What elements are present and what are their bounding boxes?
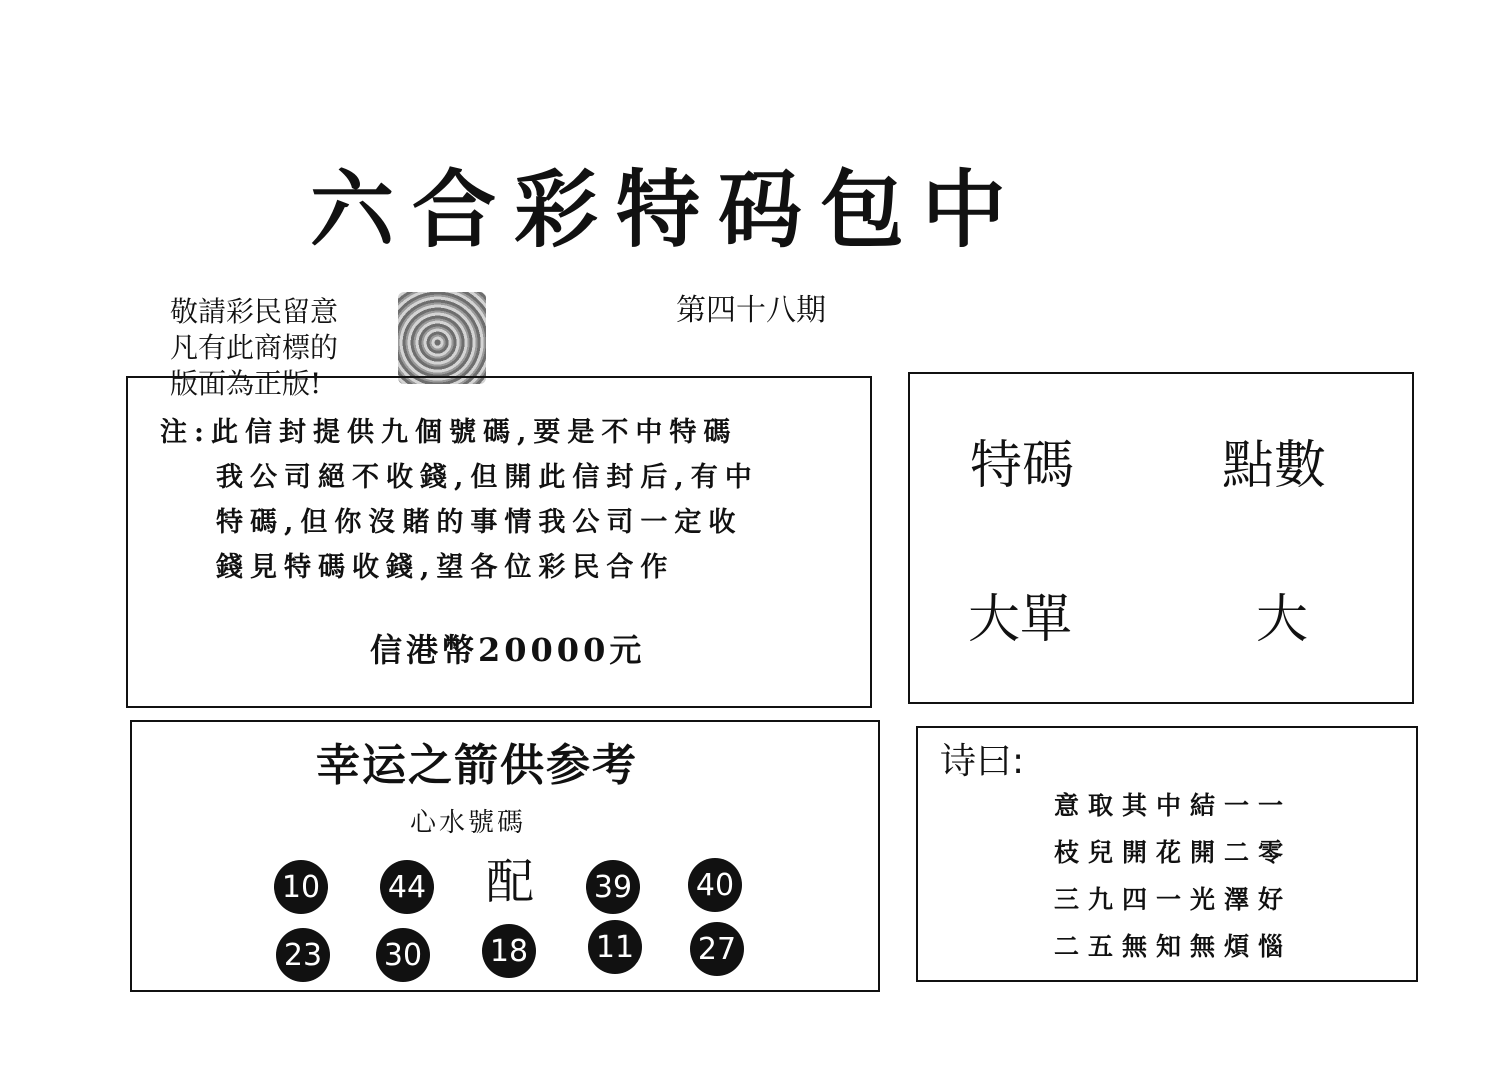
poem-line: 二五無知無煩惱 xyxy=(1054,932,1293,961)
lucky-title: 幸运之箭供参考 xyxy=(316,740,638,791)
note-text xyxy=(160,410,759,590)
poem-text xyxy=(1054,782,1292,970)
note-line: 我公司絕不收錢,但開此信封后,有中 xyxy=(216,462,759,493)
points-value: 大 xyxy=(1256,590,1309,650)
notice-line: 凡有此商標的 xyxy=(170,331,339,364)
poem-line: 枝兒開花開二零 xyxy=(1054,838,1293,867)
note-line: 錢見特碼收錢,望各位彩民合作 xyxy=(216,552,675,583)
number-ball: 23 xyxy=(276,928,330,982)
number-ball: 27 xyxy=(690,922,744,976)
page-title: 六合彩特码包中 xyxy=(310,161,1025,259)
trademark-logo xyxy=(398,292,486,384)
number-ball: 44 xyxy=(380,860,434,914)
price-text: 信港幣20000元 xyxy=(370,631,646,669)
special-code-box xyxy=(908,372,1414,704)
poem-title: 诗曰: xyxy=(940,741,1025,782)
number-ball: 30 xyxy=(376,928,430,982)
notice-line: 版面為正版! xyxy=(170,367,322,400)
note-line: 注:此信封提供九個號碼,要是不中特碼 xyxy=(160,417,738,448)
poem-line: 三九四一光澤好 xyxy=(1054,885,1293,914)
points-label: 點數 xyxy=(1222,436,1327,496)
number-ball: 18 xyxy=(482,924,536,978)
number-ball: 10 xyxy=(274,860,328,914)
poem-line: 意取其中結一一 xyxy=(1054,791,1293,820)
special-code-value: 大單 xyxy=(968,590,1073,650)
pair-label: 配 xyxy=(486,854,535,910)
special-code-label: 特碼 xyxy=(970,436,1075,496)
notice-line: 敬請彩民留意 xyxy=(170,295,339,328)
number-ball: 39 xyxy=(586,860,640,914)
issue-number: 第四十八期 xyxy=(676,293,826,328)
number-ball: 11 xyxy=(588,920,642,974)
lucky-subtitle: 心水號碼 xyxy=(410,808,527,838)
number-ball: 40 xyxy=(688,858,742,912)
note-line: 特碼,但你沒賭的事情我公司一定收 xyxy=(216,507,743,538)
